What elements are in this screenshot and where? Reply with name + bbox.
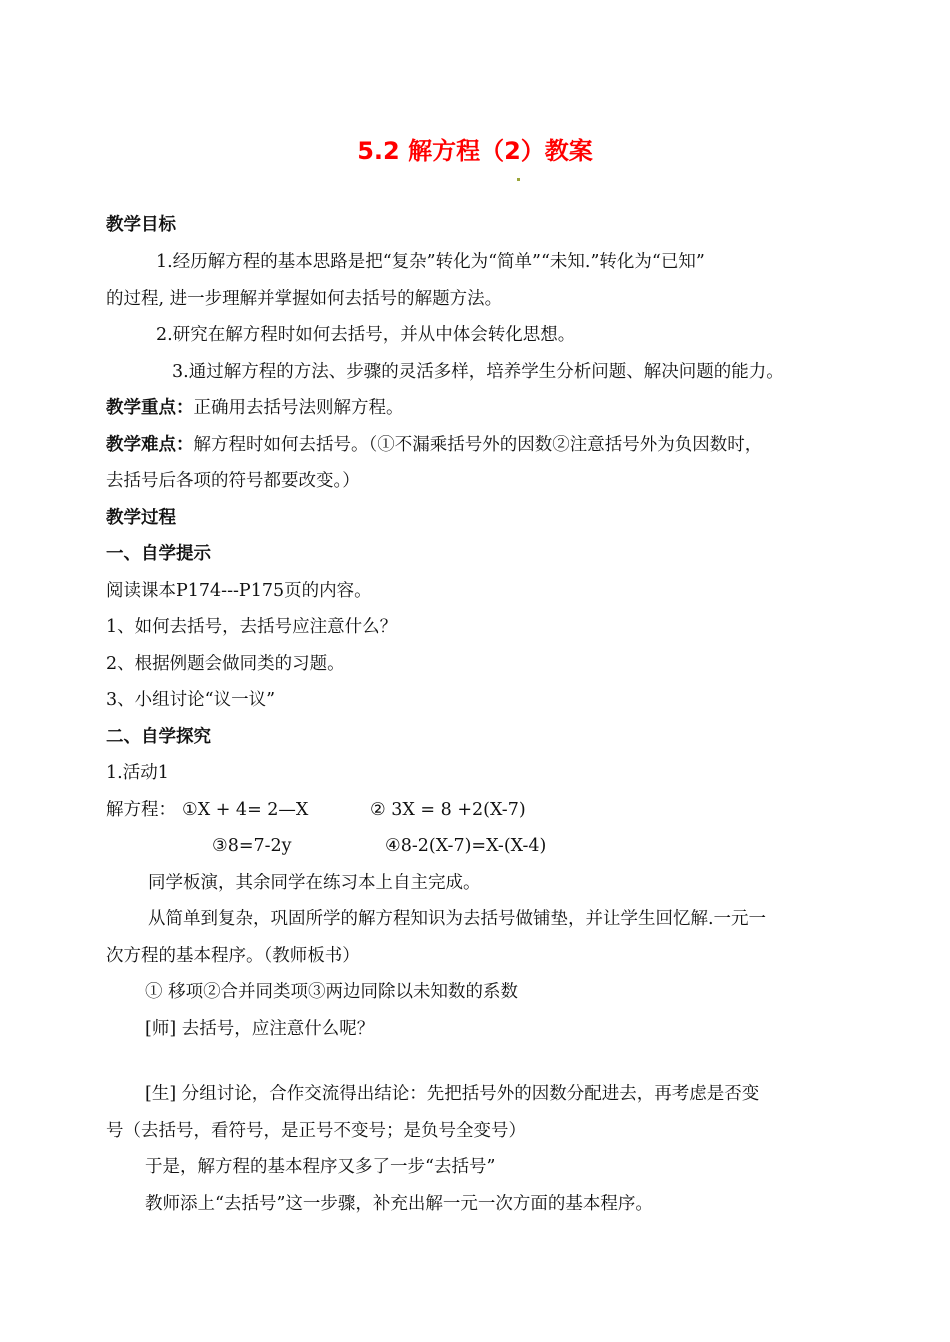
teacher-add-line: 教师添上“去括号”这一步骤，补充出解一元一次方面的基本程序。 bbox=[145, 1194, 653, 1214]
equation-2: ② 3X = 8 +2(X-7) bbox=[370, 800, 526, 820]
activity-label: 1.活动1 bbox=[106, 763, 169, 783]
equation-3: ③8=7-2y bbox=[212, 836, 292, 856]
read-line: 阅读课本P174---P175页的内容。 bbox=[106, 581, 372, 601]
difficulty-point bbox=[106, 433, 762, 457]
difficulty-label: 教学难点： bbox=[106, 435, 194, 455]
key-point-label: 教学重点： bbox=[106, 398, 194, 418]
hint-2: 2、根据例题会做同类的习题。 bbox=[106, 654, 345, 674]
goals-heading: 教学目标 bbox=[106, 215, 176, 235]
simple-line-b: 次方程的基本程序。（教师板书） bbox=[106, 946, 360, 966]
goal-2: 2.研究在解方程时如何去括号，并从中体会转化思想。 bbox=[156, 325, 576, 345]
hint-3: 3、小组讨论“议一议” bbox=[106, 690, 276, 710]
teacher-question: [师] 去括号，应注意什么呢？ bbox=[145, 1019, 375, 1039]
board-line: 同学板演，其余同学在练习本上自主完成。 bbox=[148, 873, 481, 893]
decorative-dot bbox=[517, 178, 520, 181]
simple-line-a: 从简单到复杂，巩固所学的解方程知识为去括号做铺垫，并让学生回忆解.一元一 bbox=[148, 909, 767, 929]
equation-4: ④8-2(X-7)=X-(X-4) bbox=[385, 836, 547, 856]
document-title: 5.2 解方程（2）教案 bbox=[357, 137, 593, 165]
equation-1: ①X + 4= 2—X bbox=[182, 800, 309, 820]
part-2-heading: 二、自学探究 bbox=[106, 727, 211, 747]
goal-1-line-a: 1.经历解方程的基本思路是把“复杂”转化为“简单”“未知.”转化为“已知” bbox=[156, 252, 705, 272]
key-point-text: 正确用去括号法则解方程。 bbox=[193, 398, 404, 418]
part-1-heading: 一、自学提示 bbox=[106, 544, 211, 564]
so-line: 于是，解方程的基本程序又多了一步“去括号” bbox=[145, 1157, 496, 1177]
process-heading: 教学过程 bbox=[106, 508, 176, 528]
difficulty-text-b: 去括号后各项的符号都要改变。） bbox=[106, 471, 360, 491]
goal-3: 3.通过解方程的方法、步骤的灵活多样，培养学生分析问题、解决问题的能力。 bbox=[172, 362, 784, 382]
goal-1-line-b: 的过程, 进一步理解并掌握如何去括号的解题方法。 bbox=[106, 289, 503, 309]
solve-label: 解方程： bbox=[106, 800, 176, 820]
key-point bbox=[106, 396, 404, 420]
hint-1: 1、如何去括号，去括号应注意什么？ bbox=[106, 617, 398, 637]
steps-line: ① 移项②合并同类项③两边同除以未知数的系数 bbox=[145, 982, 519, 1002]
student-answer-a: [生] 分组讨论，合作交流得出结论：先把括号外的因数分配进去，再考虑是否变 bbox=[145, 1084, 760, 1104]
student-answer-b: 号（去括号，看符号，是正号不变号；是负号全变号） bbox=[106, 1121, 526, 1141]
difficulty-text-a: 解方程时如何去括号。（①不漏乘括号外的因数②注意括号外为负因数时， bbox=[193, 435, 763, 455]
